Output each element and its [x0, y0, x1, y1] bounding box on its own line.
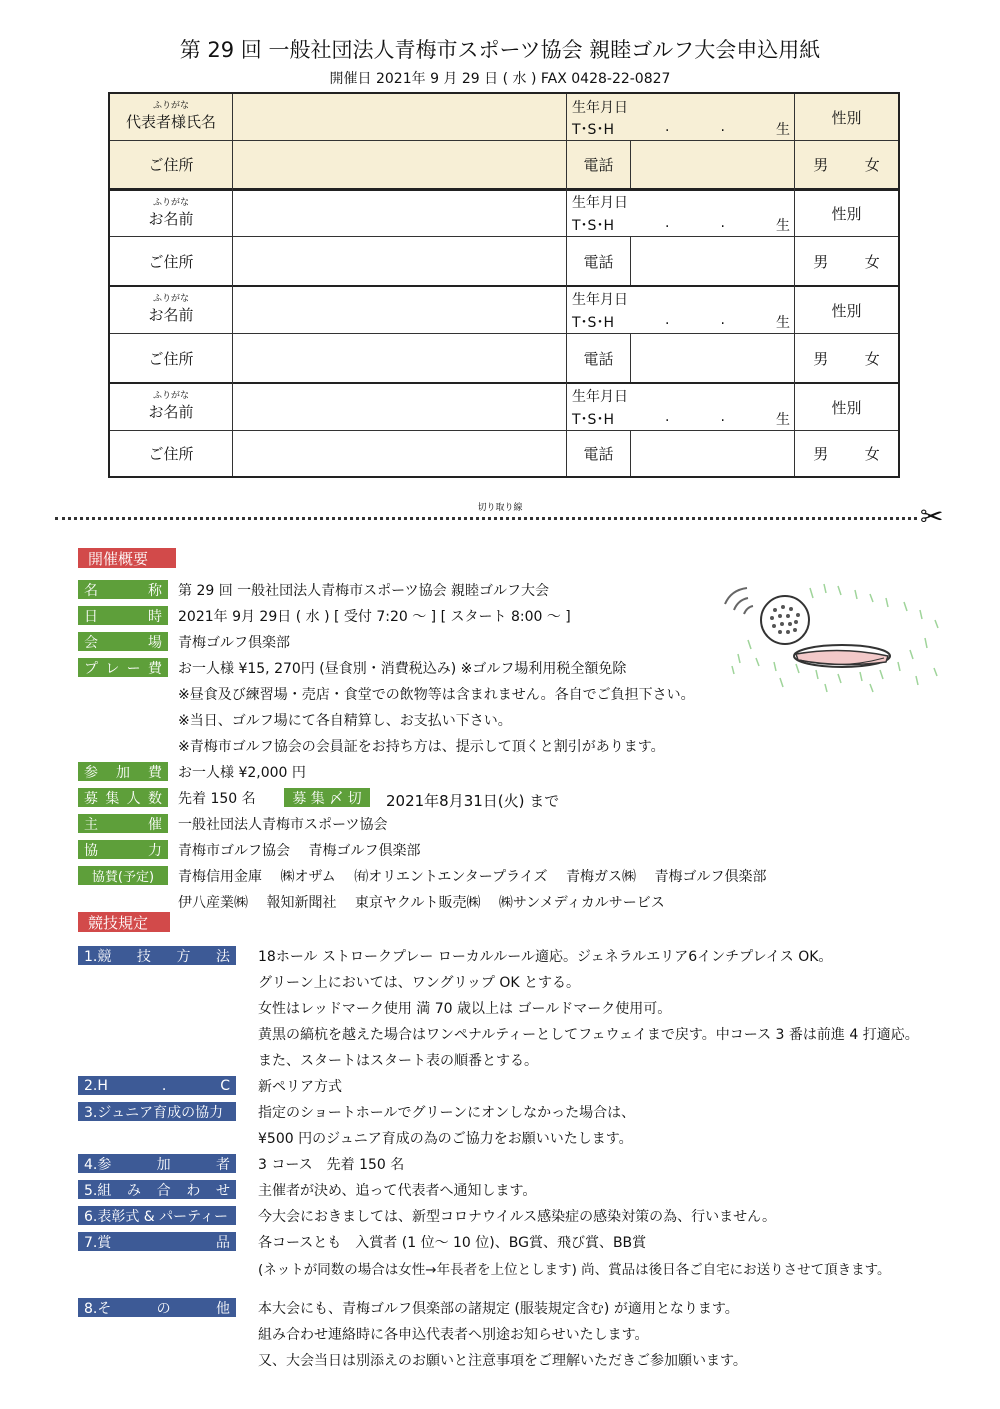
sponsors: 青梅信用金庫 ㈱オザム ㈲オリエントエンタープライズ 青梅ガス㈱ 青梅ゴルフ倶楽部 [178, 869, 767, 885]
rule-7-label: 7.賞 品 [78, 1232, 236, 1251]
name-label-cell: ふりがな お名前 [148, 294, 194, 324]
event-venue: 青梅ゴルフ倶楽部 [178, 635, 290, 651]
scissors-icon: ✂ [920, 500, 944, 533]
phone-field[interactable] [631, 141, 794, 188]
phone-field[interactable] [631, 334, 794, 382]
rule-text: 指定のショートホールでグリーンにオンしなかった場合は、 [258, 1105, 636, 1121]
address-label: ご住所 [148, 349, 194, 368]
gender-label: 性別 [831, 205, 862, 223]
rep-name-field[interactable] [233, 94, 566, 140]
rule-5-label: 5.組 み 合 わ せ [78, 1180, 236, 1199]
deadline: 2021年8月31日(火) まで [386, 792, 560, 810]
gender-choice[interactable] [795, 141, 898, 188]
rule-1-label: 1.競 技 方 法 [78, 946, 236, 965]
fee-note: ※当日、ゴルフ場にて各自精算し、お支払い下さい。 [178, 713, 512, 729]
gender-choice[interactable]: 男 女 [813, 349, 880, 368]
label-play-fee: プ レ ー 費 [78, 658, 168, 677]
cut-line-label: 切り取り線 [477, 503, 523, 513]
phone-label: 電話 [583, 445, 614, 463]
female-option[interactable]: 女 [864, 156, 880, 174]
page-title: 第 29 回 一般社団法人青梅市スポーツ協会 親睦ゴルフ大会申込用紙 [179, 38, 821, 62]
name-field[interactable] [233, 384, 566, 430]
birth-date-field[interactable]: T･S･H . . 生 [572, 312, 790, 331]
fee-note: ※昼食及び練習場・売店・食堂での飲物等は含まれません。各自でご負担下さい。 [178, 687, 695, 703]
name-field[interactable] [233, 191, 566, 236]
address-label: ご住所 [148, 252, 194, 271]
rule-4-label: 4.参 加 者 [78, 1154, 236, 1173]
birth-label: 生年月日 [572, 100, 628, 116]
label-cooperation: 協 力 [78, 840, 168, 859]
entry-fee: お一人様 ¥2,000 円 [178, 765, 306, 781]
birth-date-field[interactable]: T･S･H . . 生 [572, 409, 790, 428]
name-label: お名前 [148, 403, 194, 421]
address-label: ご住所 [148, 156, 194, 174]
gender-label: 性別 [831, 108, 862, 127]
label-venue: 会 場 [78, 632, 168, 651]
rule-text: 黄黒の縞杭を越えた場合はワンペナルティーとしてフェウェイまで戻す。中コース 3 番は前進 4 打適応。 [258, 1027, 919, 1043]
rule-2-label: 2.H . C [78, 1076, 236, 1095]
birth-label: 生年月日 [572, 389, 628, 405]
address-field[interactable] [233, 237, 566, 285]
name-label: お名前 [148, 306, 194, 324]
gender-label: 性別 [831, 398, 862, 417]
rule-text: また、スタートはスタート表の順番とする。 [258, 1053, 538, 1069]
application-form [108, 92, 900, 478]
name-label-cell: ふりがな お名前 [148, 391, 194, 421]
phone-field[interactable] [631, 237, 794, 285]
phone-label: 電話 [583, 349, 614, 368]
play-fee: お一人様 ¥15, 270円 (昼食別・消費税込み) ※ゴルフ場利用税全額免除 [178, 661, 627, 677]
phone-label: 電話 [583, 156, 614, 174]
rule-text: 主催者が決め、追って代表者へ通知します。 [258, 1183, 537, 1199]
rule-text: 本大会にも、青梅ゴルフ倶楽部の諸規定 (服装規定含む) が適用となります。 [258, 1301, 739, 1317]
address-field[interactable] [233, 141, 566, 188]
sponsors: 伊八産業㈱ 報知新聞社 東京ヤクルト販売㈱ ㈱サンメディカルサービス [178, 895, 665, 911]
gender-label: 性別 [831, 301, 862, 320]
capacity: 先着 150 名 [178, 791, 256, 807]
rule-text: 今大会におきましては、新型コロナウイルス感染症の感染対策の為、行いません。 [258, 1209, 776, 1225]
label-capacity: 募 集 人 数 [78, 788, 168, 807]
event-name: 第 29 回 一般社団法人青梅市スポーツ協会 親睦ゴルフ大会 [178, 583, 550, 599]
male-option[interactable]: 男 [813, 156, 829, 174]
cooperation: 青梅市ゴルフ協会 青梅ゴルフ倶楽部 [178, 843, 421, 859]
name-label: お名前 [148, 209, 194, 228]
rep-name-label: 代表者様氏名 [125, 113, 216, 131]
cut-line [55, 517, 917, 520]
address-field[interactable] [233, 431, 566, 476]
rule-text: 組み合わせ連絡時に各申込代表者へ別途お知らせいたします。 [258, 1327, 649, 1343]
birth-era: T･S･H [572, 122, 614, 138]
address-field[interactable] [233, 334, 566, 382]
rule-text: 18ホール ストロークプレー ローカルルール適応。ジェネラルエリア6インチプレイス OK。 [258, 949, 833, 965]
fee-note: ※青梅市ゴルフ協会の会員証をお持ち方は、提示して頂くと割引があります。 [178, 739, 665, 755]
label-deadline: 募 集 〆 切 [284, 788, 370, 807]
name-field[interactable] [233, 287, 566, 333]
label-entry-fee: 参 加 費 [78, 762, 168, 781]
birth-suffix: 生 [775, 122, 790, 138]
birth-date-field[interactable]: T･S･H . . 生 [572, 215, 790, 234]
gender-choice[interactable]: 男 女 [813, 445, 880, 463]
overview-section-title: 開催概要 [78, 548, 176, 568]
rule-text: 各コースとも 入賞者 (1 位～ 10 位)、BG賞、飛び賞、BB賞 [258, 1235, 647, 1251]
label-name: 名 称 [78, 580, 168, 599]
golf-ball-illustration [720, 580, 945, 695]
host: 一般社団法人青梅市スポーツ協会 [178, 817, 388, 833]
event-datetime: 2021年 9月 29日 ( 水 ) [ 受付 7:20 ～ ] [ スタート 8:00 ～ ] [178, 609, 571, 625]
label-sponsor: 協賛(予定) [78, 866, 168, 885]
rule-text: ¥500 円のジュニア育成の為のご協力をお願いいたします。 [258, 1131, 633, 1147]
rule-text: 又、大会当日は別添えのお願いと注意事項をご理解いただきご参加願います。 [258, 1353, 747, 1369]
rule-8-label: 8.そ の 他 [78, 1298, 236, 1317]
rule-6-label: 6.表彰式 & パーティー [78, 1206, 236, 1225]
rule-text: 女性はレッドマーク使用 満 70 歳以上は ゴールドマーク使用可。 [258, 1001, 672, 1017]
rule-text: 新ペリア方式 [258, 1079, 342, 1095]
birth-date-field[interactable]: T･S･H . . 生 [572, 119, 790, 138]
address-label: ご住所 [148, 445, 194, 463]
label-datetime: 日 時 [78, 606, 168, 625]
phone-field[interactable] [631, 431, 794, 476]
name-label-cell: ふりがな お名前 [148, 197, 194, 228]
rule-3-label: 3.ジュニア育成の協力 [78, 1102, 236, 1121]
birth-label: 生年月日 [572, 195, 628, 211]
rule-text: (ネットが同数の場合は女性→年長者を上位とします) 尚、賞品は後日各ご自宅にお送りさせて頂きます。 [258, 1262, 891, 1278]
event-date-fax: 開催日 2021年 9 月 29 日 ( 水 ) FAX 0428-22-0827 [329, 71, 671, 87]
rule-text: グリーン上においては、ワングリップ OK とする。 [258, 975, 580, 991]
rep-name-label-cell [110, 94, 232, 140]
birth-label: 生年月日 [572, 292, 628, 308]
furigana-label: ふりがな [152, 101, 189, 111]
phone-label: 電話 [583, 252, 614, 271]
label-host: 主 催 [78, 814, 168, 833]
rules-section-title: 競技規定 [78, 912, 170, 932]
rule-text: 3 コース 先着 150 名 [258, 1157, 405, 1173]
gender-choice[interactable]: 男 女 [813, 252, 880, 271]
